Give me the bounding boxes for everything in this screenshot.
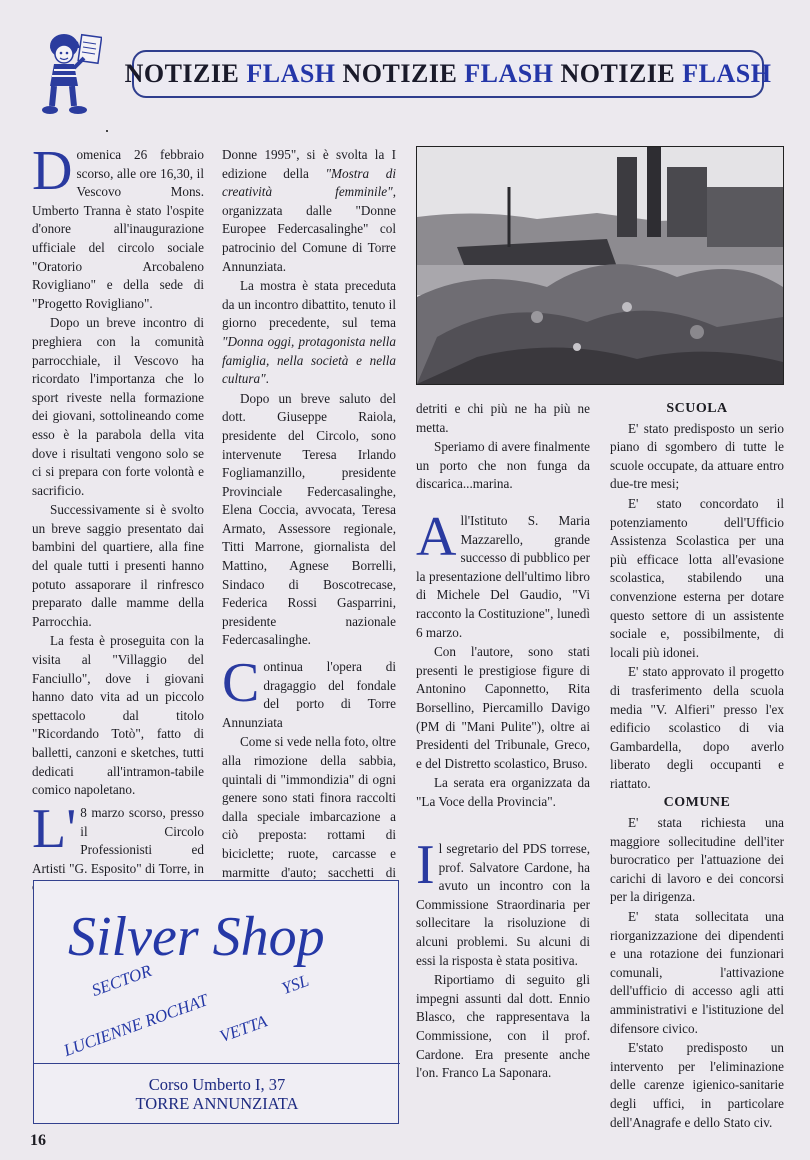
ad-brand: SECTOR bbox=[89, 960, 154, 1001]
article-porto bbox=[222, 652, 397, 901]
banner-word: NOTIZIE bbox=[560, 59, 676, 88]
article-paragraph: E' stata sollecitata una riorganizzazione dei dipendenti e una rotazione dei funzionari comunali, l'attivazione dell'ufficio di accesso agli atti amministrativi e l'istituzione del difensore civico. bbox=[610, 909, 784, 1036]
harbor-photo-image bbox=[417, 147, 783, 384]
article-libro bbox=[416, 506, 590, 812]
article-emphasis: "Mostra di creatività femminile" bbox=[222, 165, 396, 200]
article-paragraph: Successivamente si è svolto un breve saggio presentato dai bambini del quartiere, alla fine del quale tutti i presenti hanno potuto assaporare il rinfresco preparato dalle mamme della Parrocchia. bbox=[32, 502, 204, 629]
harbor-photo bbox=[416, 146, 784, 385]
article-paragraph: Dopo un breve saluto del dott. Giuseppe Raiola, presidente del Circolo, sono intervenute Teresa Irlando Fogliamanzillo, presidente Provinciale Federcasalinghe, Elena Coccia, avvocata, Teresa Armato, Assessore regionale, Titti Marrone, giornalista del Mattino, Agnese Borrelli, Sindaco di Boscotrecase, Federica Rossi Gasparrini, presidente nazionale Federcasalinghe. bbox=[222, 390, 396, 648]
article-paragraph: E' stata richiesta una maggiore sollecitudine dell'iter burocratico per l'attuazione dei carichi di lavoro e dei concorsi per la dirigenza. bbox=[610, 815, 784, 905]
article-text: La mostra è stata preceduta da un incontro dibattito, tenuto il giorno precedente, sul tema bbox=[222, 278, 396, 331]
article-paragraph: ontinua l'opera di dragaggio del fondale del porto di Torre Annunziata bbox=[222, 659, 396, 730]
article-paragraph: omenica 26 febbraio scorso, alle ore 16,30, il Vescovo Mons. Umberto Tranna è stato l'ospite d'onore all'inaugurazione ufficiale del circolo sociale "Oratorio Arcobaleno Rovigliano" e della sede di "Progetto Rovigliano". bbox=[32, 147, 204, 311]
article-pds bbox=[416, 834, 590, 1083]
article-paragraph: Con l'autore, sono stati presenti le prestigiose figure di Antonino Caponnetto, Rita Borsellino, Piercamillo Davigo (PM di "Mani Pulite"), oltre ai Presidenti del Tribunale, Greco, e del Distretto scolastico, Bruso. bbox=[416, 644, 590, 771]
article-paragraph: La festa è proseguita con la visita al "Villaggio del Fanciullo", dove i giovani hanno dato vita ad un piccolo spettacolo dal titolo "Ricordando Totò", fatto di balletti, canzoni e sketches, tutti dedicati all'intramon-tabile comico napoletano. bbox=[32, 633, 204, 798]
article-text: . bbox=[265, 371, 269, 387]
decorative-dot bbox=[106, 130, 108, 132]
ad-brand: YSL bbox=[279, 970, 312, 999]
ad-city: TORRE ANNUNZIATA bbox=[135, 1094, 299, 1113]
article-paragraph: La serata era organizzata da "La Voce della Provincia". bbox=[416, 775, 590, 809]
article-donne-continued bbox=[222, 146, 396, 650]
article-paragraph: 8 marzo scorso, presso il Circolo Professionisti ed Artisti "G. Esposito" di Torre, in bbox=[32, 805, 204, 876]
ad-brand: VETTA bbox=[217, 1011, 270, 1047]
ad-address: Corso Umberto I, 37 bbox=[148, 1075, 286, 1094]
article-paragraph: l segretario del PDS torrese, prof. Salvatore Cardone, ha avuto un incontro con la Commissione Straordinaria per sollecitare la risoluzione di alcuni problemi. Su alcuni di essi la risposta è stata positiva. bbox=[416, 841, 590, 968]
article-paragraph: Come si vede nella foto, oltre alla rimozione della sabbia, quintali di "immondizia" di ogni genere sono stati finora raccolti dalla speciale imbarcazione a ciò preposta: rottami di biciclette; ruote, carcasse e marmitte d'auto; sacchetti di bbox=[222, 734, 397, 880]
article-oratorio bbox=[32, 140, 204, 800]
ad-title: Silver Shop bbox=[68, 906, 325, 968]
article-paragraph: ll'Istituto S. Maria Mazzarello, grande successo di pubblico per la presentazione dell'ultimo libro di Michele Del Gaudio, "Vi racconto la Costituzione", lunedì 6 marzo. bbox=[416, 513, 590, 640]
banner-word: FLASH bbox=[246, 59, 336, 88]
drop-cap: C bbox=[222, 652, 260, 714]
article-text: Donne 1995", si è svolta la I edizione della bbox=[222, 147, 396, 181]
article-paragraph: E' stato predisposto un serio piano di sgombero di tutte le scuole occupate, da attuare entro due-tre mesi; bbox=[610, 420, 784, 492]
ad-divider bbox=[34, 1063, 400, 1064]
article-text: , organizzata dalle "Donne Europee Federcasalinghe" col patrocinio del Comune di Torre Annunziata. bbox=[222, 184, 396, 274]
article-paragraph: E' stato concordato il potenziamento dell'Ufficio Assistenza Scolastica per una più efficace lotta all'evasione scolastica, stabilendo una convenzione esterna per dotare questo settore di un assistente sociale e, possibilmente, di locali più idonei. bbox=[610, 495, 784, 660]
article-paragraph: E'stato predisposto un intervento per l'eliminazione delle carenze igienico-sanitarie degli uffici, in particolare dell'Anagrafe e dello Stato civ. bbox=[610, 1040, 784, 1130]
drop-cap: A bbox=[416, 506, 457, 568]
article-impegni bbox=[610, 400, 784, 1132]
ad-brand: LUCIENNE ROCHAT bbox=[61, 990, 211, 1061]
section-banner bbox=[124, 50, 772, 98]
banner-word: FLASH bbox=[682, 59, 772, 88]
article-paragraph: E' stato approvato il progetto di trasferimento della scuola media "V. Alfieri" presso l'ex edificio scolastico di via Gambardella, dopo averlo liberato degli occupanti e riattato. bbox=[610, 664, 784, 791]
banner-word: NOTIZIE bbox=[124, 59, 240, 88]
article-paragraph: Speriamo di avere finalmente un porto che non funga da discarica...marina. bbox=[416, 439, 590, 492]
article-emphasis: "Donna oggi, protagonista nella famiglia, nella società e nella cultura" bbox=[222, 333, 396, 387]
section-heading-comune: COMUNE bbox=[663, 795, 731, 811]
article-paragraph: detriti e chi più ne ha più ne metta. bbox=[416, 401, 590, 435]
drop-cap: L' bbox=[32, 798, 77, 860]
section-heading-scuola: SCUOLA bbox=[666, 401, 728, 416]
newsboy-mascot-icon bbox=[40, 28, 102, 120]
silver-shop-ad bbox=[33, 880, 399, 1124]
article-paragraph: Dopo un breve incontro di preghiera con la comunità parrocchiale, il Vescovo ha ricordato l'importanza che lo sport riveste nella formazione dei giovani, sottolineando come esso è la parabola della vita dove i risultati vengono solo se ci si prepara con forte volontà e sacrificio. bbox=[32, 315, 204, 498]
drop-cap: D bbox=[32, 140, 73, 202]
article-porto-continued bbox=[416, 400, 590, 494]
drop-cap: I bbox=[416, 834, 435, 896]
page-number: 16 bbox=[30, 1132, 46, 1149]
banner-word: NOTIZIE bbox=[342, 59, 458, 88]
banner-word: FLASH bbox=[464, 59, 554, 88]
article-paragraph: Riportiamo di seguito gli impegni assunti dal dott. Ennio Blasco, che rappresentava la Commissione, con il prof. Cardone. Era presente anche l'on. Franco La Saponara. bbox=[416, 972, 590, 1081]
